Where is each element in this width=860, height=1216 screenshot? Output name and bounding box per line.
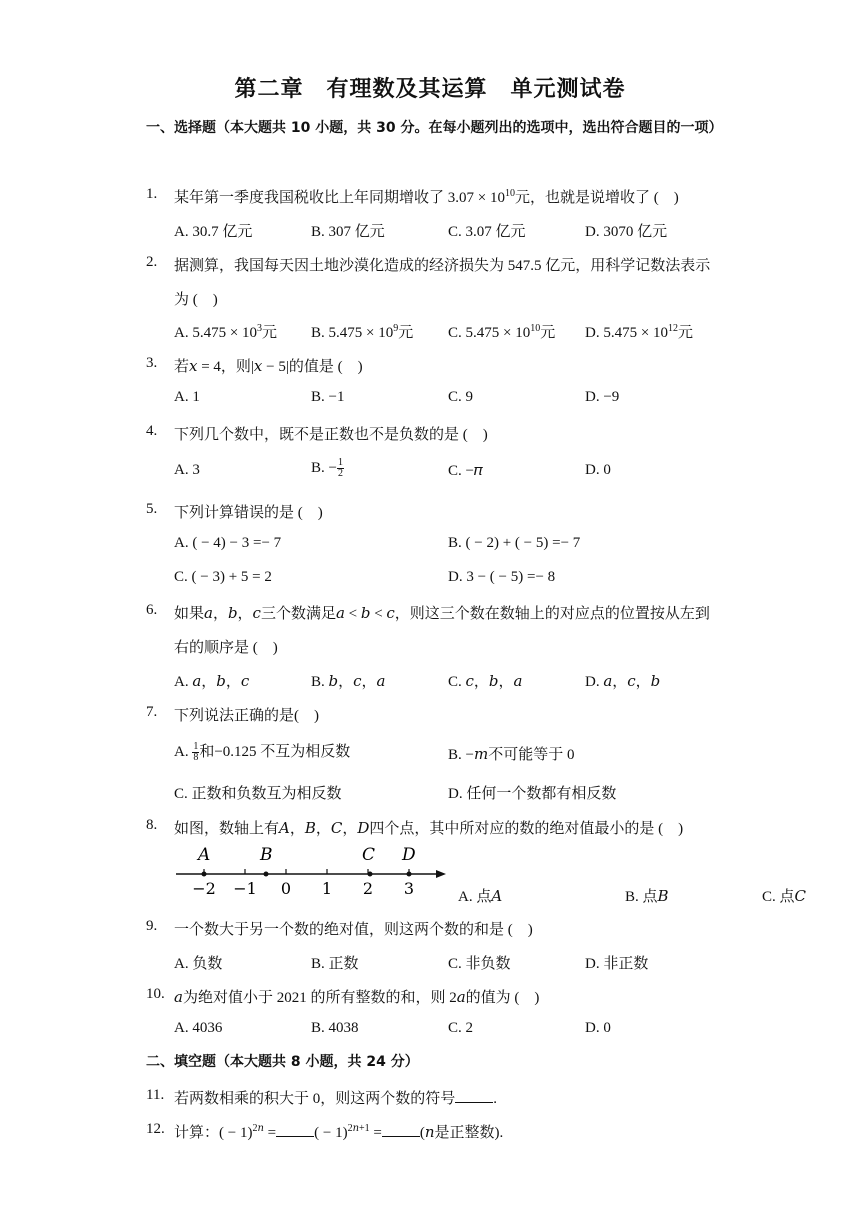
option-d: D. 任何一个数都有相反数 bbox=[448, 786, 617, 802]
question-text: 一个数大于另一个数的绝对值，则这两个数的和是 ( ) bbox=[174, 922, 533, 938]
option-c: C. −𝜋 bbox=[448, 463, 483, 479]
option-a: A. 𝑎，𝑏，𝑐 bbox=[174, 674, 250, 690]
answer-blank bbox=[382, 1124, 420, 1137]
question-text-cont: 为 ( ) bbox=[174, 292, 218, 308]
option-b: B. −𝑚不可能等于 0 bbox=[448, 747, 575, 763]
option-d: D. 3070 亿元 bbox=[585, 224, 668, 240]
point-d-dot bbox=[407, 872, 412, 877]
option-c: C. 点𝐶 bbox=[762, 889, 806, 905]
question-text-cont: 右的顺序是 ( ) bbox=[174, 640, 278, 656]
option-c: C. ( − 3) + 5 = 2 bbox=[174, 569, 272, 585]
option-d: D. 0 bbox=[585, 462, 611, 478]
option-c: C. 𝑐，𝑏，𝑎 bbox=[448, 674, 523, 690]
section-heading-choice: 一、选择题（本大题共 10 小题，共 30 分。在每小题列出的选项中，选出符合题目的一项） bbox=[146, 120, 723, 136]
option-b: B. 正数 bbox=[311, 956, 359, 972]
point-b-dot bbox=[264, 872, 269, 877]
tick-label: −2 bbox=[192, 879, 216, 898]
point-c-label: C bbox=[362, 845, 376, 865]
option-a: A. 30.7 亿元 bbox=[174, 224, 253, 240]
option-a: A. $\frac{1}{8}$ 和−0.125 不互为相反数 bbox=[174, 741, 351, 764]
answer-blank bbox=[455, 1090, 493, 1103]
tick-label: −1 bbox=[233, 879, 257, 898]
question-text: 计算：( − 1)$^{2𝑛}$ = ( − 1)$^{2𝑛+1}$ = (𝑛是正整数). bbox=[174, 1123, 504, 1141]
option-d: D. −9 bbox=[585, 389, 620, 405]
option-b: B. − $\frac{1}{2}$ bbox=[311, 457, 343, 479]
question-text: 若两数相乘的积大于 0，则这两个数的符号 . bbox=[174, 1091, 498, 1107]
option-a: A. 1 bbox=[174, 389, 200, 405]
option-d: D. 3 − ( − 5) =− 8 bbox=[448, 569, 556, 585]
question-number: 7. bbox=[146, 704, 158, 720]
question-number: 1. bbox=[146, 186, 158, 202]
question-number: 4. bbox=[146, 423, 158, 439]
question-text: 如果𝑎，𝑏，𝑐三个数满足𝑎 < 𝑏 < 𝑐，则这三个数在数轴上的对应点的位置按从左到 bbox=[174, 606, 710, 622]
tick-label: 2 bbox=[362, 879, 374, 898]
question-number: 6. bbox=[146, 602, 158, 618]
question-text: 据测算，我国每天因土地沙漠化造成的经济损失为 547.5 亿元，用科学记数法表示 bbox=[174, 258, 711, 274]
option-d: D. 𝑎，𝑐，𝑏 bbox=[585, 674, 661, 690]
option-b: B. 307 亿元 bbox=[311, 224, 385, 240]
option-c: C. 非负数 bbox=[448, 956, 511, 972]
point-a-label: A bbox=[198, 845, 211, 865]
question-text: 下列计算错误的是 ( ) bbox=[174, 505, 323, 521]
fraction: $\frac{1}{8}$ bbox=[193, 741, 199, 764]
question-number: 9. bbox=[146, 918, 158, 934]
answer-blank bbox=[276, 1124, 314, 1137]
number-line-arrow bbox=[436, 870, 446, 878]
option-a: A. 4036 bbox=[174, 1020, 223, 1036]
question-number: 10. bbox=[146, 986, 165, 1002]
option-b: B. −1 bbox=[311, 389, 345, 405]
option-c: C. 2 bbox=[448, 1020, 474, 1036]
question-number: 12. bbox=[146, 1121, 165, 1137]
question-text: 若𝑥 = 4，则|𝑥 − 5|的值是 ( ) bbox=[174, 359, 363, 375]
option-a: A. 3 bbox=[174, 462, 200, 478]
question-number: 2. bbox=[146, 254, 158, 270]
section-heading-fill: 二、填空题（本大题共 8 小题，共 24 分） bbox=[146, 1054, 419, 1070]
page-title: 第二章 有理数及其运算 单元测试卷 bbox=[234, 77, 626, 102]
point-d-label: D bbox=[402, 845, 416, 865]
point-a-dot bbox=[202, 872, 207, 877]
option-a: A. ( − 4) − 3 =− 7 bbox=[174, 535, 282, 551]
option-d: D. $5.475 \times 10^{12}$元 bbox=[585, 323, 694, 341]
option-b: B. 4038 bbox=[311, 1020, 359, 1036]
fraction: $\frac{1}{2}$ bbox=[337, 457, 343, 479]
tick-label: 3 bbox=[403, 879, 415, 898]
point-b-label: B bbox=[260, 845, 273, 865]
question-number: 8. bbox=[146, 817, 158, 833]
tick-label: 0 bbox=[280, 879, 292, 898]
option-b: B. 𝑏，𝑐，𝑎 bbox=[311, 674, 386, 690]
option-c: C. 正数和负数互为相反数 bbox=[174, 786, 342, 802]
option-c: C. $5.475 \times 10^{10}$元 bbox=[448, 323, 556, 341]
question-text: 下列说法正确的是( ) bbox=[174, 708, 319, 724]
question-text: 如图，数轴上有𝐴，𝐵，𝐶，𝐷四个点，其中所对应的数的绝对值最小的是 ( ) bbox=[174, 821, 684, 837]
question-number: 5. bbox=[146, 501, 158, 517]
option-b: B. ( − 2) + ( − 5) =− 7 bbox=[448, 535, 581, 551]
question-number: 3. bbox=[146, 355, 158, 371]
option-d: D. 0 bbox=[585, 1020, 611, 1036]
question-number: 11. bbox=[146, 1087, 165, 1103]
question-text: 𝑎为绝对值小于 2021 的所有整数的和，则 2𝑎的值为 ( ) bbox=[174, 990, 540, 1006]
question-text: 下列几个数中，既不是正数也不是负数的是 ( ) bbox=[174, 427, 488, 443]
option-b: B. 点𝐵 bbox=[625, 889, 669, 905]
number-line-figure bbox=[174, 842, 454, 898]
option-a: A. $5.475 \times 10^3$元 bbox=[174, 323, 278, 341]
point-c-dot bbox=[368, 872, 373, 877]
option-b: B. $5.475 \times 10^9$元 bbox=[311, 323, 414, 341]
question-text: 某年第一季度我国税收比上年同期增收了 $3.07 \times 10^{10}$元，也就是说增收了 ( ) bbox=[174, 188, 679, 206]
option-c: C. 9 bbox=[448, 389, 474, 405]
option-d: D. 非正数 bbox=[585, 956, 649, 972]
option-a: A. 点𝐴 bbox=[458, 889, 503, 905]
option-c: C. 3.07 亿元 bbox=[448, 224, 526, 240]
tick-label: 1 bbox=[321, 879, 333, 898]
option-a: A. 负数 bbox=[174, 956, 223, 972]
